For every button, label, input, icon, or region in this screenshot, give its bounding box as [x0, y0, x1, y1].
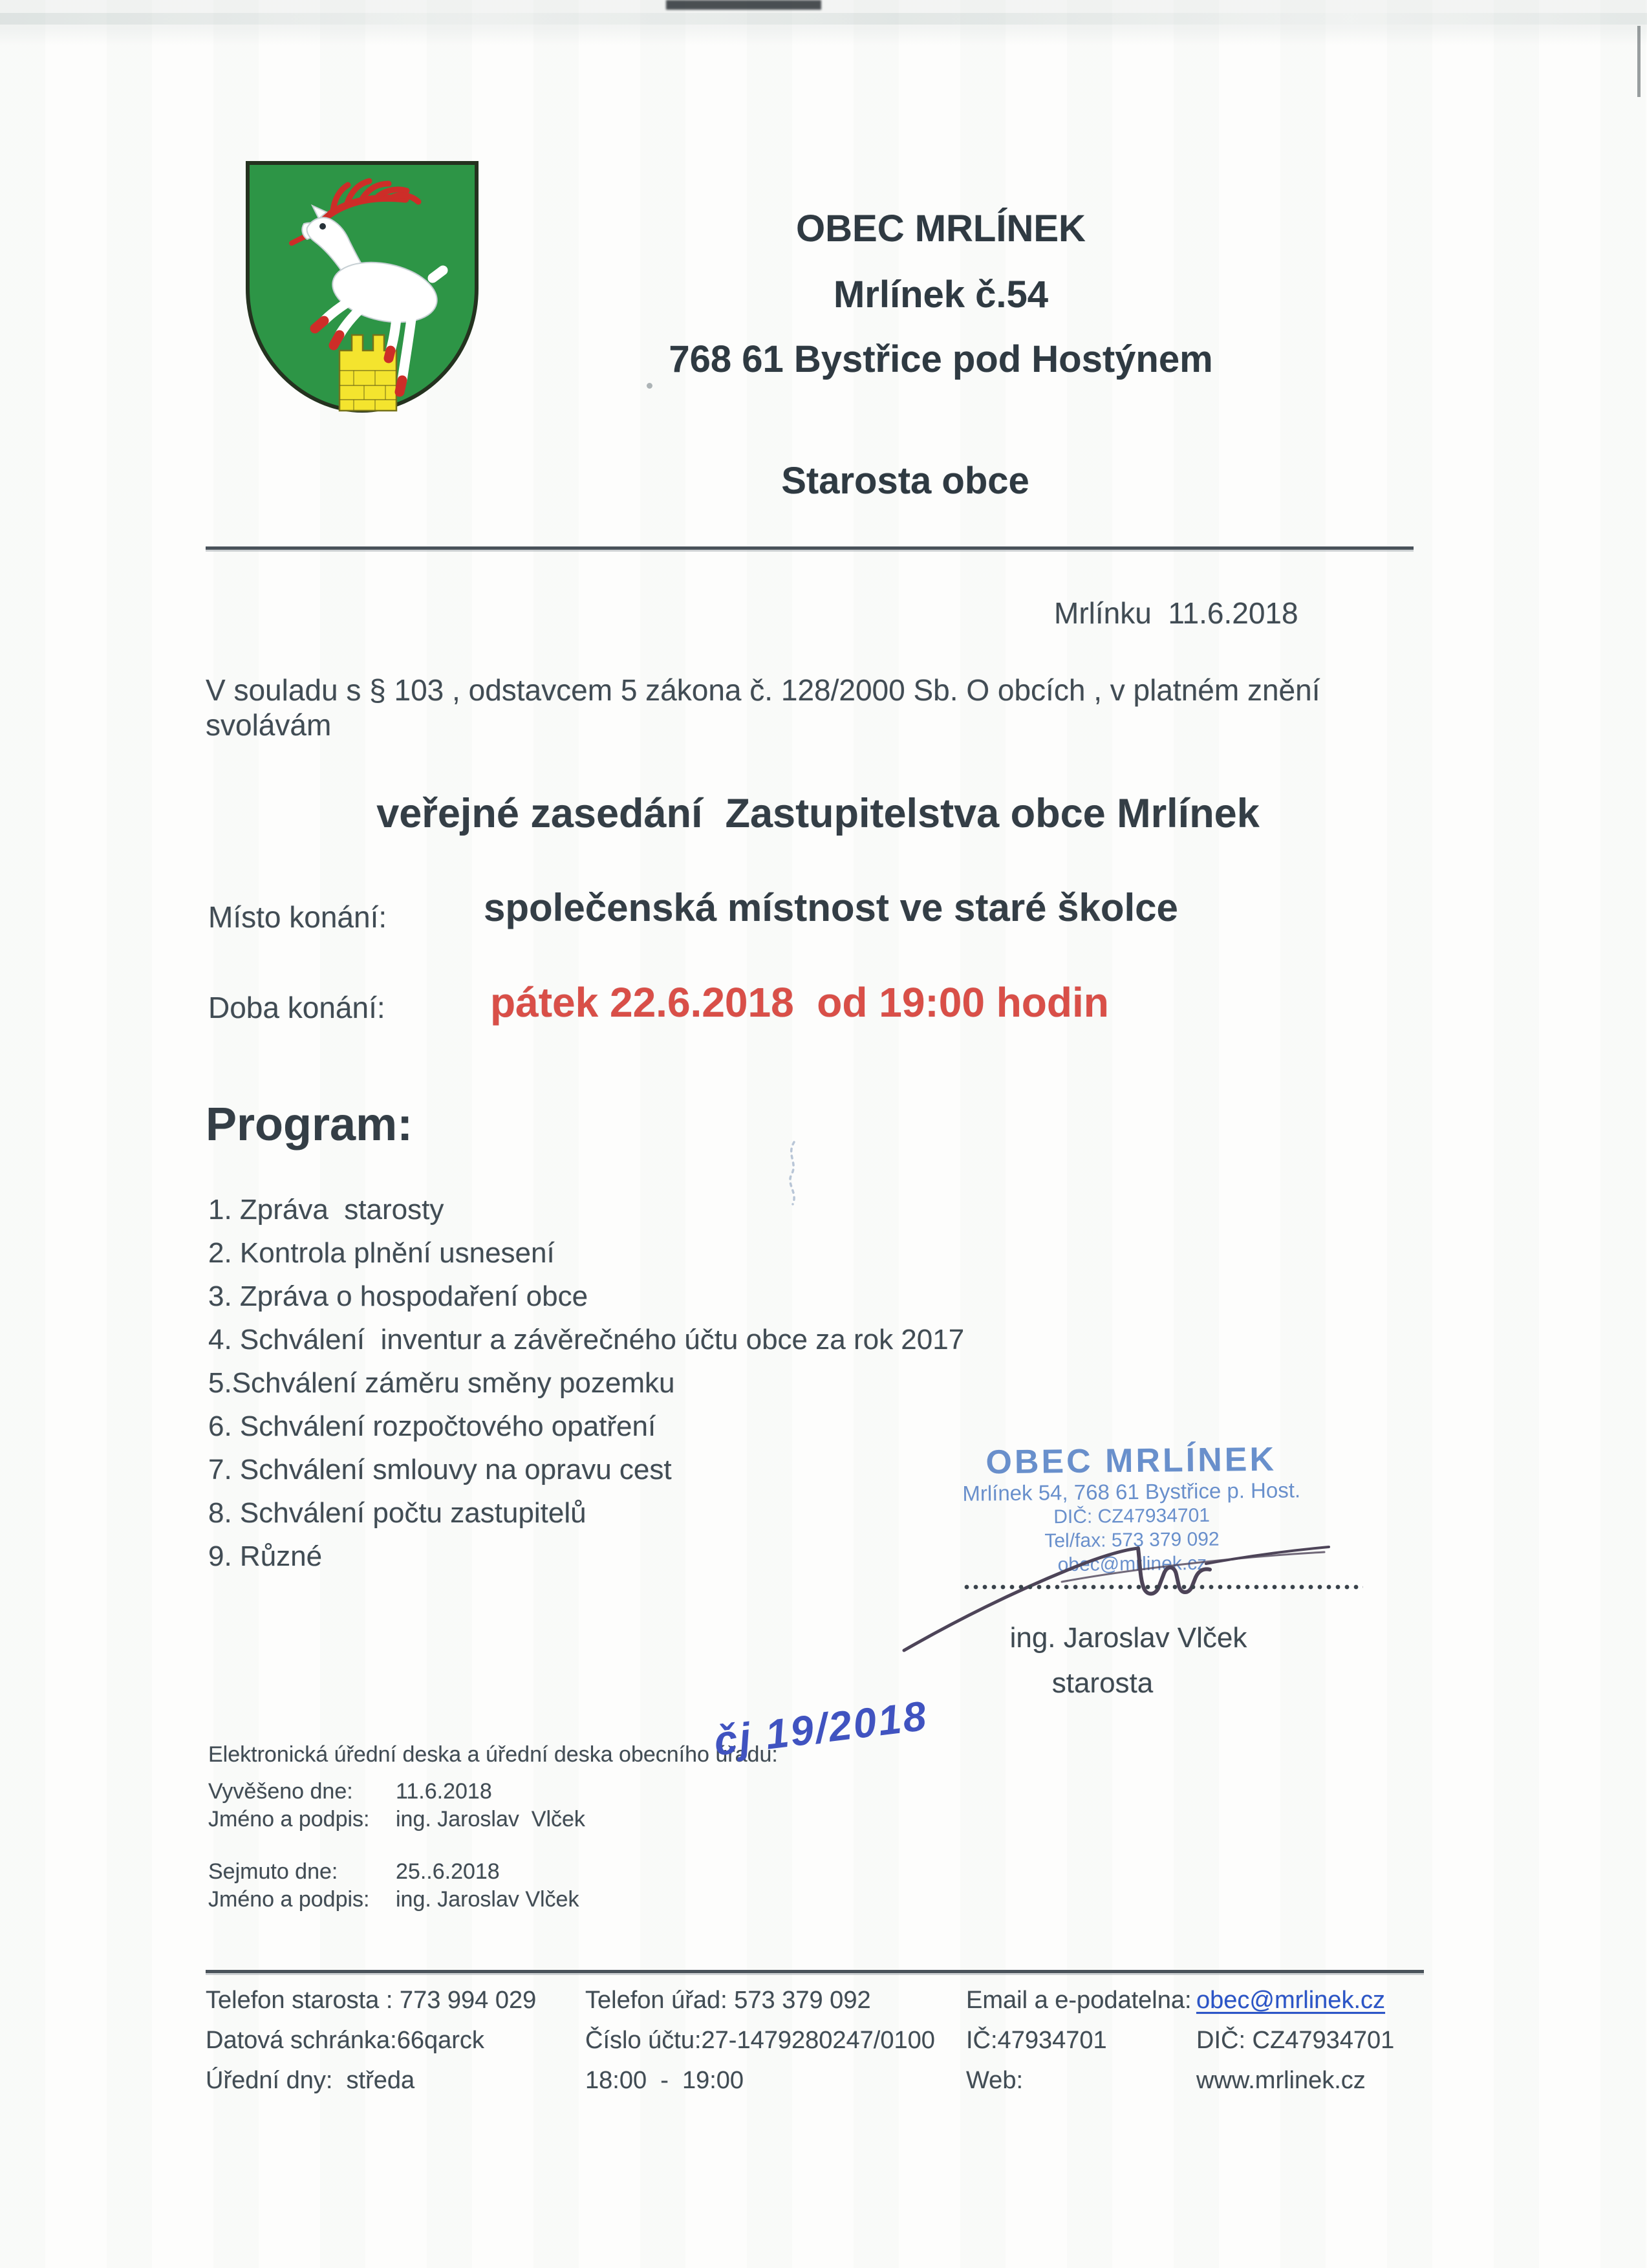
- scan-streak-right: [1637, 26, 1641, 97]
- program-item: 6. Schválení rozpočtového opatření: [208, 1410, 656, 1442]
- meeting-time-label: Doba konání:: [208, 991, 385, 1024]
- divider-top: [206, 546, 1414, 550]
- footer-hours: 18:00 - 19:00: [585, 2067, 744, 2094]
- removed-date-label: Sejmuto dne:: [208, 1859, 338, 1884]
- scan-band-top: [0, 13, 1647, 25]
- footer-email-row: [966, 1984, 1394, 2016]
- program-item: 7. Schválení smlouvy na opravu cest: [208, 1454, 672, 1485]
- stamp-telfax: Tel/fax: 573 379 092: [1044, 1528, 1220, 1552]
- signatory-role: starosta: [1051, 1667, 1154, 1699]
- board-removed-row: [208, 1859, 500, 1885]
- signatory-name: ing. Jaroslav Vlček: [1009, 1622, 1247, 1654]
- board-removed-name-row: [208, 1887, 579, 1912]
- program-item: 5.Schválení záměru směny pozemku: [208, 1367, 675, 1399]
- stamp-email: obec@mrlinek.cz: [1057, 1552, 1207, 1576]
- posted-date-label: Vyvěšeno dne:: [208, 1779, 353, 1804]
- footer-office-days: Úřední dny: středa: [206, 2067, 415, 2094]
- meeting-place-label: Místo konání:: [208, 900, 387, 934]
- stamp-address: Mrlínek 54, 768 61 Bystřice p. Host.: [962, 1478, 1301, 1506]
- board-posted-row: [208, 1779, 492, 1804]
- removed-date-value: 25..6.2018: [396, 1859, 500, 1884]
- removed-name-value: ing. Jaroslav Vlček: [396, 1887, 579, 1912]
- program-heading: Program:: [206, 1099, 413, 1150]
- footer-email-link: obec@mrlinek.cz: [1196, 1987, 1385, 2014]
- stag-eye: [319, 223, 326, 230]
- org-street: Mrlínek č.54: [833, 274, 1049, 316]
- org-name: OBEC MRLÍNEK: [796, 208, 1086, 250]
- footer-phone-office: Telefon úřad: 573 379 092: [585, 1987, 871, 2014]
- program-item: 4. Schválení inventur a závěrečného účtu obce za rok 2017: [208, 1324, 965, 1355]
- meeting-time-value: pátek 22.6.2018 od 19:00 hodin: [490, 979, 1109, 1026]
- posted-date-value: 11.6.2018: [396, 1779, 492, 1804]
- program-item: 3. Zpráva o hospodaření obce: [208, 1280, 588, 1312]
- stamp-dic: DIČ: CZ47934701: [1053, 1504, 1211, 1528]
- footer-databox: Datová schránka:66qarck: [206, 2027, 484, 2054]
- footer-col-office: [585, 1984, 935, 2097]
- footer-dic: DIČ: CZ47934701: [1196, 2027, 1395, 2054]
- coat-of-arms: [242, 159, 482, 415]
- footer-web-label: Web:: [966, 2067, 1024, 2094]
- meeting-title: veřejné zasedání Zastupitelstva obce Mrlínek: [376, 791, 1260, 836]
- pen-squiggle-artifact: [776, 1139, 808, 1207]
- handwritten-ref-number: čj 19/2018: [711, 1692, 931, 1765]
- board-intro: Elektronická úřední deska a úřední deska obecního úřadu:: [208, 1742, 778, 1767]
- posted-name-label: Jméno a podpis:: [208, 1807, 370, 1831]
- footer-ic: IČ:47934701: [966, 2027, 1107, 2054]
- program-item: 9. Různé: [208, 1540, 323, 1572]
- footer-account: Číslo účtu:27-1479280247/0100: [585, 2027, 935, 2054]
- board-posted-name-row: [208, 1807, 585, 1832]
- org-city: 768 61 Bystřice pod Hostýnem: [669, 338, 1213, 380]
- footer-col-contact: [966, 1984, 1394, 2097]
- footer-web-value: www.mrlinek.cz: [1196, 2067, 1366, 2094]
- program-item: 1. Zpráva starosty: [208, 1194, 444, 1226]
- meeting-place-value: společenská místnost ve staré školce: [484, 886, 1178, 929]
- org-office: Starosta obce: [781, 460, 1029, 502]
- legal-text: V souladu s § 103 , odstavcem 5 zákona č. 128/2000 Sb. O obcích , v platném znění svolávám: [206, 673, 1329, 742]
- stamp-org-name: OBEC MRLÍNEK: [985, 1440, 1277, 1482]
- footer-web-row: [966, 2064, 1394, 2097]
- scan-smudge-top: [666, 0, 821, 10]
- removed-name-label: Jméno a podpis:: [208, 1887, 370, 1912]
- footer-email-label: Email a e-podatelna:: [966, 1987, 1192, 2014]
- footer-phone-mayor: Telefon starosta : 773 994 029: [206, 1987, 537, 2014]
- posted-name-value: ing. Jaroslav Vlček: [396, 1807, 585, 1831]
- divider-bottom: [206, 1970, 1424, 1973]
- footer-col-mayor: [206, 1984, 536, 2097]
- footer-ic-row: [966, 2024, 1394, 2057]
- signature-dotted-line: [963, 1583, 1363, 1591]
- program-item: 8. Schválení počtu zastupitelů: [208, 1497, 587, 1529]
- program-item: 2. Kontrola plnění usnesení: [208, 1237, 555, 1269]
- dateline: Mrlínku 11.6.2018: [1054, 596, 1298, 630]
- scan-dot: [647, 383, 652, 389]
